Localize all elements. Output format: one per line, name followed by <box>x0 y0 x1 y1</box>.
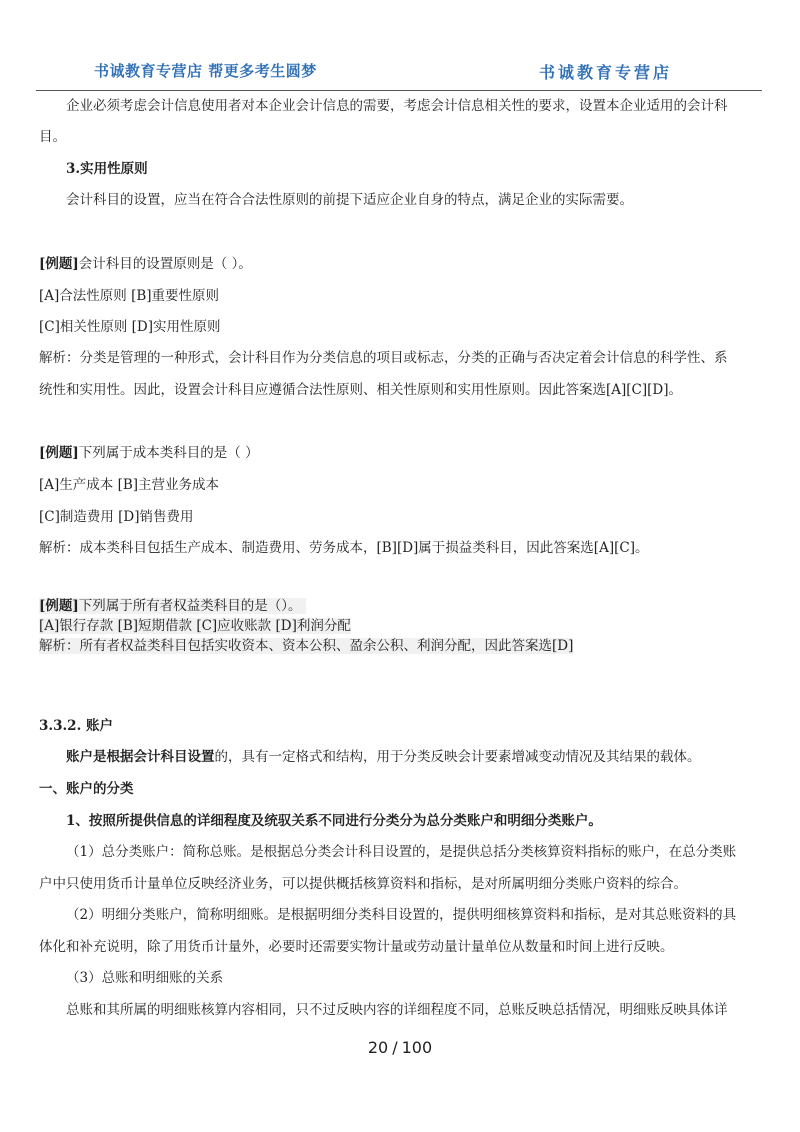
definition-rest: 的，具有一定格式和结构，用于分类反映会计要素增减变动情况及其结果的载体。 <box>214 749 701 765</box>
example-3-options <box>39 616 351 636</box>
account-classification-heading: 一、账户的分类 <box>39 781 134 797</box>
section-number-title: 3.3.2. 账户 <box>39 718 113 734</box>
options-text: [A]银行存款 [B]短期借款 [C]应收账款 [D]利润分配 <box>39 618 351 634</box>
example-tag: [例题] <box>39 256 79 272</box>
ledger-relation-title: （3）总账和明细账的关系 <box>66 970 224 986</box>
header-store-name: 书诚教育专营店 <box>539 63 673 82</box>
example-1-analysis-line-2: 统性和实用性。因此，设置会计科目应遵循合法性原则、相关性原则和实用性原则。因此答案选[A][C][D]。 <box>39 382 683 398</box>
classification-point-1: 1、按照所提供信息的详细程度及统驭关系不同进行分类分为总分类账户和明细分类账户。 <box>66 813 602 829</box>
general-ledger-line-2: 户中只使用货币计量单位反映经济业务，可以提供概括核算资料和指标，是对所属明细分类账户资料的综合。 <box>39 876 687 892</box>
ledger-relation-text: 总账和其所属的明细账核算内容相同，只不过反映内容的详细程度不同，总账反映总括情况，明细账反映具体详 <box>66 1002 728 1018</box>
example-2-analysis: 解析：成本类科目包括生产成本、制造费用、劳务成本，[B][D]属于损益类科目，因此答案选[A][C]。 <box>39 540 649 556</box>
example-3-analysis <box>39 636 573 656</box>
example-1-options-ab: [A]合法性原则 [B]重要性原则 <box>39 288 220 304</box>
example-tag: [例题] <box>39 445 79 461</box>
example-1-analysis-line-1: 解析：分类是管理的一种形式，会计科目作为分类信息的项目或标志，分类的正确与否决定着会计信息的科学性、系 <box>39 350 728 366</box>
page-number <box>0 1038 800 1057</box>
example-2-options-ab: [A]生产成本 [B]主营业务成本 <box>39 477 220 493</box>
definition-bold: 账户是根据会计科目设置 <box>66 749 215 765</box>
example-1-question <box>39 254 252 274</box>
question-text: 下列属于成本类科目的是（ ） <box>78 445 259 461</box>
question-text: 下列属于所有者权益类科目的是（）。 <box>78 598 302 614</box>
question-text: 会计科目的设置原则是（ ）。 <box>78 256 252 272</box>
subsidiary-ledger-line-1: （2）明细分类账户，简称明细账。是根据明细分类科目设置的，提供明细核算资料和指标，是对其总账资料的具 <box>66 907 737 923</box>
example-2-options-cd: [C]制造费用 [D]销售费用 <box>39 509 194 525</box>
intro-line-2: 目。 <box>39 129 66 145</box>
page-separator: / <box>392 1038 398 1057</box>
general-ledger-line-1: （1）总分类账户：简称总账。是根据总分类会计科目设置的，是提供总括分类核算资料指标的账户，在总分类账 <box>66 844 737 860</box>
total-pages: 100 <box>401 1038 433 1057</box>
practical-principle-title: 3.实用性原则 <box>66 161 148 177</box>
current-page: 20 <box>367 1038 389 1057</box>
analysis-text: 解析：所有者权益类科目包括实收资本、资本公积、盈余公积、利润分配，因此答案选[D] <box>39 638 574 654</box>
page-header <box>36 56 762 91</box>
example-1-options-cd: [C]相关性原则 [D]实用性原则 <box>39 319 221 335</box>
example-2-question <box>39 443 259 463</box>
header-slogan: 书诚教育专营店 帮更多考生圆梦 <box>94 62 317 80</box>
example-3-question <box>39 596 306 616</box>
example-tag: [例题] <box>39 598 79 614</box>
practical-principle-text: 会计科目的设置，应当在符合合法性原则的前提下适应企业自身的特点，满足企业的实际需要。 <box>66 192 633 208</box>
intro-line-1: 企业必须考虑会计信息使用者对本企业会计信息的需要，考虑会计信息相关性的要求，设置本企业适用的会计科 <box>66 98 728 114</box>
account-definition <box>66 747 701 767</box>
subsidiary-ledger-line-2: 体化和补充说明，除了用货币计量外，必要时还需要实物计量或劳动量计量单位从数量和时间上进行反映。 <box>39 939 674 955</box>
